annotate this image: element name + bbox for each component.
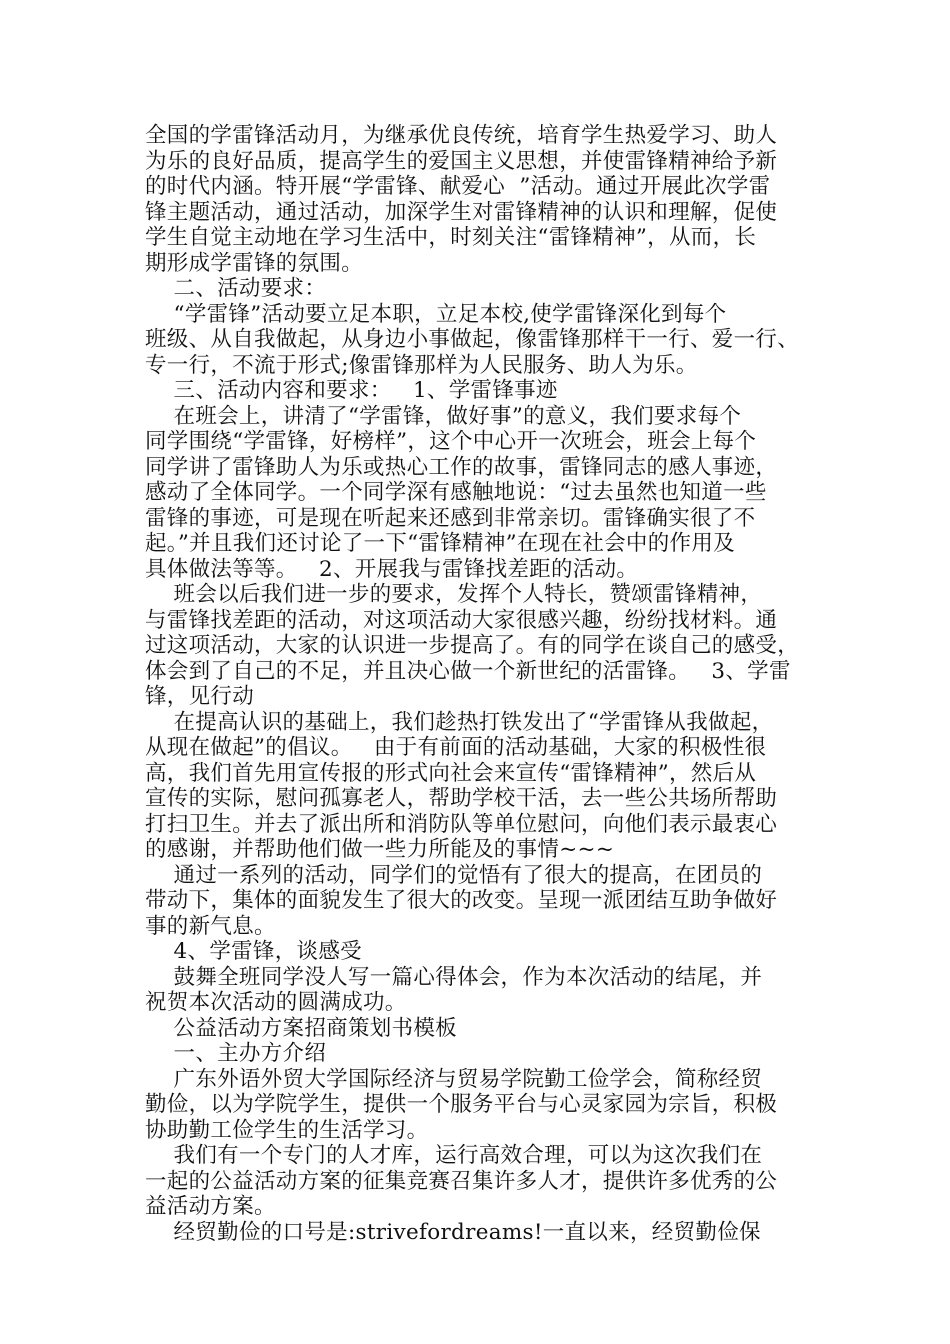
text-line: 在班会上，讲清了“学雷锋，做好事”的意义，我们要求每个 bbox=[145, 403, 742, 429]
section-heading: 三、活动内容和要求： 1、学雷锋事迹 bbox=[145, 378, 558, 403]
text-line: 在提高认识的基础上，我们趁热打铁发出了“学雷锋从我做起， bbox=[145, 709, 774, 735]
text-line: 锋，见行动 bbox=[145, 684, 255, 709]
text-line: 祝贺本次活动的圆满成功。 bbox=[145, 990, 407, 1015]
text-line: 益活动方案。 bbox=[145, 1194, 276, 1219]
text-line: 与雷锋找差距的活动，对这项活动大家很感兴趣，纷纷找材料。通 bbox=[145, 607, 778, 633]
text-line: 同学讲了雷锋助人为乐或热心工作的故事，雷锋同志的感人事迹， bbox=[145, 454, 778, 480]
text-line: 的时代内涵。特开展“学雷锋、献爱心 ”活动。通过开展此次学雷 bbox=[145, 174, 771, 199]
text-line: 专一行，不流于形式;像雷锋那样为人民服务、助人为乐。 bbox=[145, 352, 698, 378]
text-line: 协助勤工俭学生的生活学习。 bbox=[145, 1117, 429, 1143]
text-line: 通过一系列的活动，同学们的觉悟有了很大的提高，在团员的 bbox=[145, 862, 763, 888]
section-heading: 二、活动要求： bbox=[145, 276, 327, 301]
section-heading: 4、学雷锋，谈感受 bbox=[145, 939, 362, 964]
text-line: 感动了全体同学。一个同学深有感触地说：“过去虽然也知道一些 bbox=[145, 480, 767, 505]
text-line: 起。”并且我们还讨论了一下“雷锋精神”在现在社会中的作用及 bbox=[145, 531, 735, 556]
text-line: 具体做法等等。 2、开展我与雷锋找差距的活动。 bbox=[145, 556, 639, 582]
section-heading: 一、主办方介绍 bbox=[145, 1041, 327, 1066]
text-line: 班级、从自我做起，从身边小事做起，像雷锋那样干一行、爱一行、 bbox=[145, 327, 800, 352]
document-body bbox=[145, 123, 810, 1245]
text-line: 体会到了自己的不足，并且决心做一个新世纪的活雷锋。 3、学雷 bbox=[145, 658, 791, 684]
text-line: 为乐的良好品质，提高学生的爱国主义思想，并使雷锋精神给予新 bbox=[145, 148, 778, 174]
text-line: 从现在做起”的倡议。 由于有前面的活动基础，大家的积极性很 bbox=[145, 735, 767, 760]
text-line: 锋主题活动，通过活动，加深学生对雷锋精神的认识和理解，促使 bbox=[145, 199, 778, 225]
text-line: 我们有一个专门的人才库，运行高效合理，可以为这次我们在 bbox=[145, 1143, 763, 1168]
text-line: 事的新气息。 bbox=[145, 913, 276, 939]
text-line: 学生自觉主动地在学习生活中，时刻关注“雷锋精神”，从而，长 bbox=[145, 225, 757, 250]
text-line: 打扫卫生。并去了派出所和消防队等单位慰问，向他们表示最衷心 bbox=[145, 811, 778, 837]
text-line: “学雷锋”活动要立足本职，立足本校,使学雷锋深化到每个 bbox=[145, 301, 727, 327]
text-line: 雷锋的事迹，可是现在听起来还感到非常亲切。雷锋确实很了不 bbox=[145, 505, 756, 531]
text-line: 的感谢，并帮助他们做一些力所能及的事情~~~ bbox=[145, 837, 615, 862]
text-line: 全国的学雷锋活动月，为继承优良传统，培育学生热爱学习、助人 bbox=[145, 123, 778, 148]
text-line: 期形成学雷锋的氛围。 bbox=[145, 250, 364, 276]
text-line: 过这项活动，大家的认识进一步提高了。有的同学在谈自己的感受， bbox=[145, 633, 800, 658]
text-line: 同学围绕“学雷锋，好榜样”，这个中心开一次班会，班会上每个 bbox=[145, 429, 757, 454]
text-line: 班会以后我们进一步的要求，发挥个人特长，赞颂雷锋精神， bbox=[145, 582, 763, 607]
text-line: 带动下，集体的面貌发生了很大的改变。呈现一派团结互助争做好 bbox=[145, 888, 778, 913]
text-line: 经贸勤俭的口号是:strivefordreams!一直以来，经贸勤俭保 bbox=[145, 1219, 761, 1245]
text-line: 广东外语外贸大学国际经济与贸易学院勤工俭学会，简称经贸 bbox=[145, 1066, 763, 1092]
text-line: 鼓舞全班同学没人写一篇心得体会，作为本次活动的结尾，并 bbox=[145, 964, 763, 990]
text-line: 勤俭，以为学院学生，提供一个服务平台与心灵家园为宗旨，积极 bbox=[145, 1092, 778, 1117]
text-line: 一起的公益活动方案的征集竞赛召集许多人才，提供许多优秀的公 bbox=[145, 1168, 778, 1194]
text-line: 高，我们首先用宣传报的形式向社会来宣传“雷锋精神”，然后从 bbox=[145, 760, 757, 786]
text-line: 宣传的实际，慰问孤寡老人，帮助学校干活，去一些公共场所帮助 bbox=[145, 786, 778, 811]
document-title: 公益活动方案招商策划书模板 bbox=[145, 1015, 457, 1041]
